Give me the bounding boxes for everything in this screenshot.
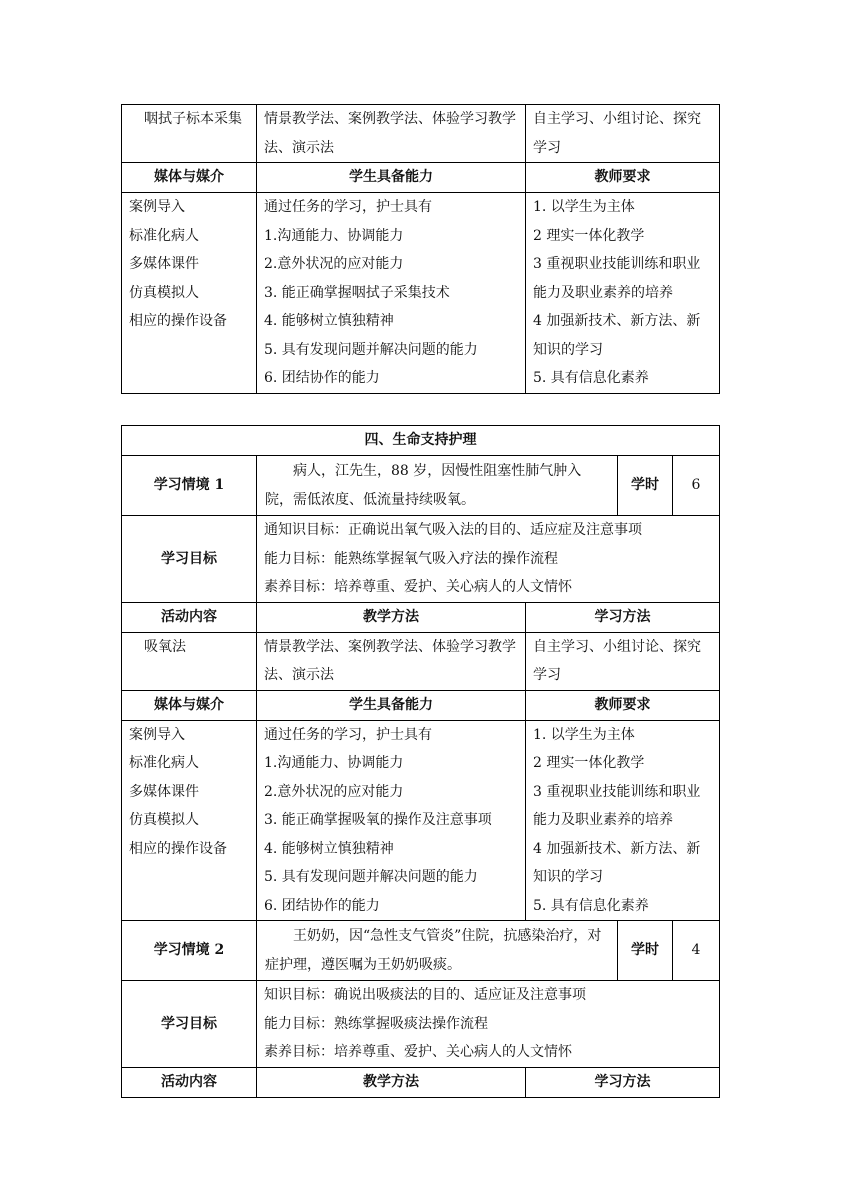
list-item: 案例导入 [129,726,185,743]
list-item: 素养目标：培养尊重、爱护、关心病人的人文情怀 [264,1044,572,1060]
list-item: 4. 能够树立慎独精神 [264,313,394,329]
list-item: 标准化病人 [129,227,199,244]
teaching-method-header: 教学方法 [257,1067,526,1097]
activity-header: 活动内容 [122,602,257,632]
list-item: 能力目标：熟练掌握吸痰法操作流程 [264,1015,488,1032]
list-item: 6. 团结协作的能力 [264,897,380,914]
ability-header: 学生具备能力 [257,163,526,193]
scenario-1-case: 病人，江先生，88 岁，因慢性阻塞性肺气肿入院，需低浓度、低流量持续吸氧。 [257,456,618,516]
scenario-2-case: 王奶奶，因“急性支气管炎”住院，抗感染治疗，对症护理，遵医嘱为王奶奶吸痰。 [257,921,618,981]
list-item: 通过任务的学习，护士具有 [264,726,432,743]
list-item: 知识目标：确说出吸痰法的目的、适应证及注意事项 [264,987,586,1003]
list-item: 2 理实一体化教学 [533,227,645,244]
list-item: 3 重视职业技能训练和职业 [533,256,701,272]
activity-header: 活动内容 [122,1067,257,1097]
teaching-method-cell: 情景教学法、案例教学法、体验学习教学法、演示法 [257,632,526,690]
list-item: 1. 以学生为主体 [533,199,635,215]
hours-value: 4 [673,921,720,981]
media-header: 媒体与媒介 [122,163,257,193]
list-item: 能力目标：能熟练掌握氧气吸入疗法的操作流程 [264,550,558,567]
list-item: 标准化病人 [129,755,199,771]
teacher-requirements-list [526,193,720,394]
ability-list [257,720,526,921]
learning-method-cell: 自主学习、小组讨论、探究学习 [526,632,720,690]
teacher-requirements-list [526,720,720,921]
list-item: 1. 以学生为主体 [533,726,635,743]
list-item: 仿真模拟人 [129,812,199,828]
list-item: 多媒体课件 [129,783,199,800]
teaching-method-header: 教学方法 [257,602,526,632]
list-item: 2 理实一体化教学 [533,755,645,771]
list-item: 仿真模拟人 [129,284,199,301]
list-item: 4 加强新技术、新方法、新 [533,313,701,329]
list-item: 3. 能正确掌握咽拭子采集技术 [264,284,450,301]
section-title: 四、生命支持护理 [122,426,720,456]
list-item: 通过任务的学习，护士具有 [264,199,432,215]
learning-goals-label: 学习目标 [122,516,257,603]
teaching-method-cell: 情景教学法、案例教学法、体验学习教学法、演示法 [257,105,526,163]
list-item: 6. 团结协作的能力 [264,370,380,386]
list-item: 通知识目标：正确说出氧气吸入法的目的、适应症及注意事项 [264,522,642,538]
ability-header: 学生具备能力 [257,690,526,720]
hours-label: 学时 [618,456,673,516]
list-item: 3. 能正确掌握吸氧的操作及注意事项 [264,812,492,828]
media-header: 媒体与媒介 [122,690,257,720]
hours-label: 学时 [618,921,673,981]
activity-cell: 咽拭子标本采集 [122,105,257,163]
list-item: 1.沟通能力、协调能力 [264,755,404,771]
learning-method-cell: 自主学习、小组讨论、探究学习 [526,105,720,163]
media-list [122,193,257,394]
learning-goals-list [257,981,720,1068]
list-item: 多媒体课件 [129,256,199,272]
learning-goals-list [257,516,720,603]
media-list [122,720,257,921]
course-table-continued [121,104,720,394]
list-item: 2.意外状况的应对能力 [264,256,404,272]
list-item: 5. 具有信息化素养 [533,370,649,386]
learning-method-header: 学习方法 [526,602,720,632]
list-item: 3 重视职业技能训练和职业 [533,783,701,800]
list-item: 知识的学习 [533,341,603,358]
list-item: 相应的操作设备 [129,840,227,857]
list-item: 5. 具有发现问题并解决问题的能力 [264,341,478,358]
learning-goals-label: 学习目标 [122,981,257,1068]
ability-list [257,193,526,394]
list-item: 5. 具有信息化素养 [533,897,649,914]
list-item: 5. 具有发现问题并解决问题的能力 [264,869,478,885]
learning-method-header: 学习方法 [526,1067,720,1097]
list-item: 相应的操作设备 [129,313,227,329]
hours-value: 6 [673,456,720,516]
activity-cell: 吸氧法 [122,632,257,690]
list-item: 1.沟通能力、协调能力 [264,227,404,244]
list-item: 知识的学习 [533,869,603,885]
scenario-1-label: 学习情境 1 [122,456,257,516]
teacher-header: 教师要求 [526,163,720,193]
list-item: 4. 能够树立慎独精神 [264,840,394,857]
list-item: 4 加强新技术、新方法、新 [533,840,701,857]
list-item: 案例导入 [129,199,185,215]
scenario-2-label: 学习情境 2 [122,921,257,981]
list-item: 2.意外状况的应对能力 [264,783,404,800]
list-item: 素养目标：培养尊重、爱护、关心病人的人文情怀 [264,579,572,595]
teacher-header: 教师要求 [526,690,720,720]
list-item: 能力及职业素养的培养 [533,284,673,301]
list-item: 能力及职业素养的培养 [533,812,673,828]
life-support-nursing-table [121,425,720,1098]
